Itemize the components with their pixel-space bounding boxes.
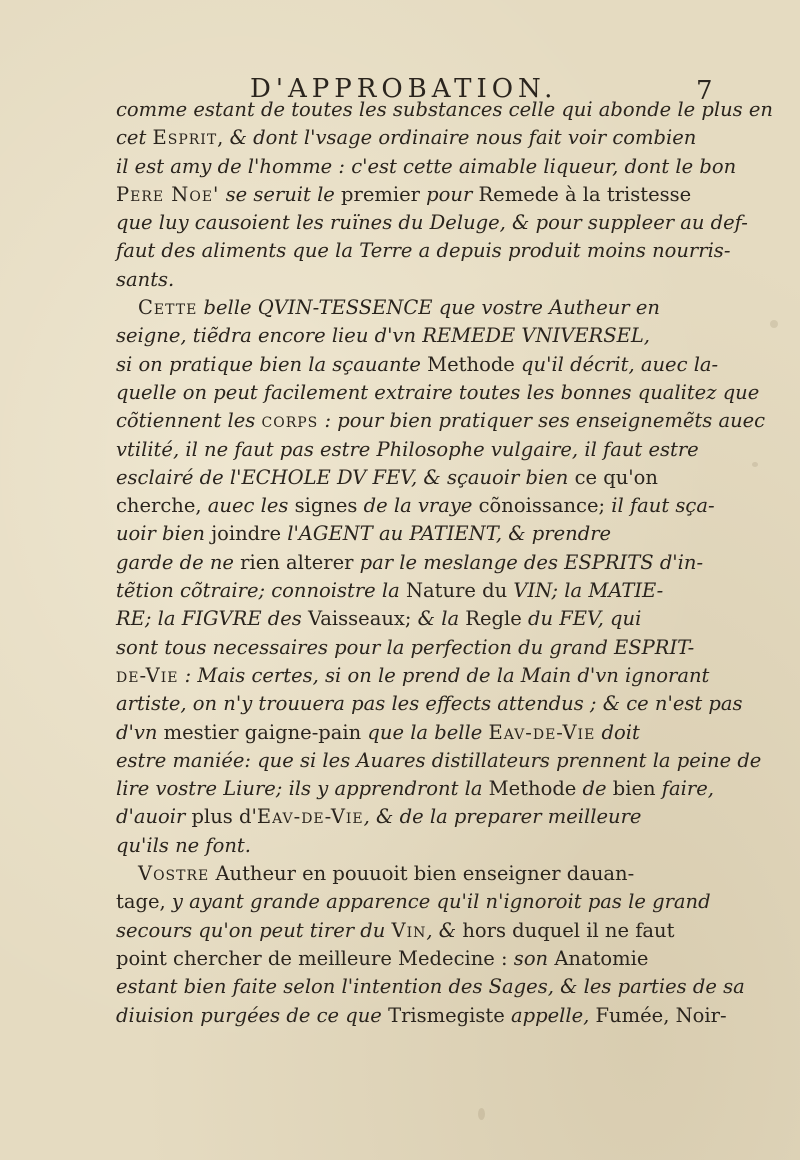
italic-text: esclairé de l'ECHOLE DV FEV, & sçauoir bien [116,465,575,489]
text-line [116,520,716,548]
roman-text: Remede à la tristesse [478,182,692,206]
small-caps-text: Cette [138,296,198,320]
roman-text: bien [612,777,656,801]
roman-text: premier [341,182,420,206]
italic-text: , & [426,918,463,942]
italic-text: faut des aliments que la Terre a depuis produit moins nourris- [116,239,731,263]
italic-text: d'auoir [116,805,192,829]
italic-text: auec les [201,494,295,518]
text-line [116,747,762,775]
italic-text: & dont l'vsage ordinaire nous fait voir combien [229,126,697,150]
roman-text: Regle [465,607,522,631]
text-line [116,492,716,520]
italic-text: vtilité, il ne faut pas estre Philosophe vulgaire, il faut estre [116,437,699,461]
italic-text: d'vn [116,720,164,744]
text-line [116,379,760,407]
body-text [116,96,773,1030]
italic-text: secours qu'on peut tirer du [116,918,392,942]
roman-text: rien alterer [240,550,354,574]
roman-text: Methode [488,777,577,801]
text-line [116,266,716,294]
paper-stain [770,320,778,328]
roman-text: Nature du [405,579,508,603]
italic-text: estant bien faite selon l'intention des Sages, & les parties de sa [116,975,745,999]
text-line [116,237,731,265]
roman-text: Anatomie [554,946,649,970]
italic-text: se seruit le [219,182,342,206]
roman-text: Vaisseaux; [307,607,412,631]
text-line [116,351,719,379]
italic-text: pour [419,182,479,206]
italic-text: de la vraye [357,494,479,518]
text-line [116,832,716,860]
italic-text: tẽtion cõtraire; connoistre la [116,579,406,603]
text-line [116,775,716,803]
italic-text: RE; la FIGVRE des [116,607,308,631]
italic-text: belle QVIN-TESSENCE que vostre Autheur en [197,296,660,320]
text-line [116,662,716,690]
roman-text: point chercher de meilleure Medecine : [116,946,508,970]
italic-text: il faut sça- [605,494,715,518]
text-line [116,888,716,916]
italic-text: lire vostre Liure; ils y apprendront la [116,777,489,801]
italic-text: par le meslange des ESPRITS d'in- [353,550,704,574]
italic-text: faire, [655,777,714,801]
paragraph-first-line [116,860,716,888]
italic-text: garde de ne [116,550,241,574]
small-caps-text: Esprit [152,126,218,150]
paper-stain [478,1108,485,1120]
italic-text: comme estant de toutes les substances celle qui abonde le plus en [116,98,773,121]
text-line [116,209,748,237]
italic-text: , & de la preparer meilleure [363,805,642,829]
text-line [116,634,716,662]
italic-text: l'AGENT au PATIENT, & prendre [281,522,612,546]
italic-text: si on pratique bien la sçauante [116,352,428,376]
text-line [116,803,716,831]
italic-text: du FEV, qui [521,607,642,631]
roman-text: ce qu'on [574,465,658,489]
italic-text: VIN; la MATIE- [507,579,664,603]
italic-text: y ayant grande apparence qu'il n'ignoroit pas le grand [165,890,711,914]
italic-text: estre maniée: que si les Auares distillateurs prennent la peine de [116,748,762,772]
roman-text: Methode [427,352,515,376]
italic-text: que luy causoient les ruïnes du Deluge, & pour suppleer au def- [116,211,748,235]
page-number: 7 [696,76,713,106]
text-line [116,464,716,492]
roman-text: , [217,126,230,150]
small-caps-text: Vin [391,918,427,942]
text-line [116,181,716,209]
text-line [116,407,766,435]
paper-stain [752,462,758,467]
small-caps-text: Eav-de-Vie [488,720,596,744]
text-line [116,690,743,718]
text-line [116,153,737,181]
roman-text: signes [294,494,358,518]
text-line [116,917,716,945]
italic-text: diuision purgées de ce que [116,1003,389,1027]
paragraph-first-line [116,294,716,322]
text-line [116,719,716,747]
roman-text: joindre [211,522,282,546]
italic-text: il est amy de l'homme : c'est cette aimable liqueur, dont le bon [116,154,737,178]
small-caps-text: Vostre [138,862,210,886]
roman-text: plus d' [191,805,257,829]
italic-text: quelle on peut facilement extraire toutes les bonnes qualitez que [116,380,760,404]
small-caps-text: Pere Noe' [116,182,220,206]
italic-text: appelle, [504,1003,596,1027]
text-line [116,945,716,973]
italic-text: son [507,946,555,970]
italic-text: cõtiennent les [116,409,262,433]
italic-text: : pour bien pratiquer ses enseignemẽts auec [318,409,766,433]
small-caps-text: corps [261,409,319,433]
text-line [116,577,716,605]
italic-text: sants. [116,267,175,291]
italic-text: doit [595,720,640,744]
text-line [116,322,716,350]
roman-text: Fumée, Noir- [595,1003,727,1027]
italic-text: seigne, tiẽdra encore lieu d'vn REMEDE VNIVERSEL, [116,324,650,348]
italic-text: que la belle [361,720,489,744]
italic-text: qu'il décrit, auec la- [514,352,719,376]
text-line [116,96,773,124]
small-caps-text: Eav-de-Vie [256,805,364,829]
text-line [116,436,716,464]
small-caps-text: de-Vie [116,663,179,687]
running-head: D'APPROBATION. [250,74,558,104]
roman-text: Autheur en pouuoit bien enseigner dauan- [209,862,635,886]
roman-text: cõnoissance; [478,494,606,518]
roman-text: mestier gaigne-pain [163,720,362,744]
roman-text: tage, [116,890,166,914]
roman-text: hors duquel il ne faut [462,918,675,942]
italic-text: & la [411,607,466,631]
italic-text: sont tous necessaires pour la perfection du grand ESPRIT- [116,635,695,659]
text-line [116,549,716,577]
italic-text: uoir bien [116,522,212,546]
text-line [116,124,716,152]
text-line [116,605,716,633]
text-line [116,973,745,1001]
italic-text: qu'ils ne font. [116,833,251,857]
italic-text: : Mais certes, si on le prend de la Main d'vn ignorant [178,663,710,687]
italic-text: artiste, on n'y trouuera pas les effects attendus ; & ce n'est pas [116,692,743,716]
roman-text: Trismegiste [388,1003,505,1027]
text-line [116,1002,727,1030]
italic-text: de [576,777,613,801]
italic-text: cet [116,126,153,150]
roman-text: cherche, [116,494,202,518]
